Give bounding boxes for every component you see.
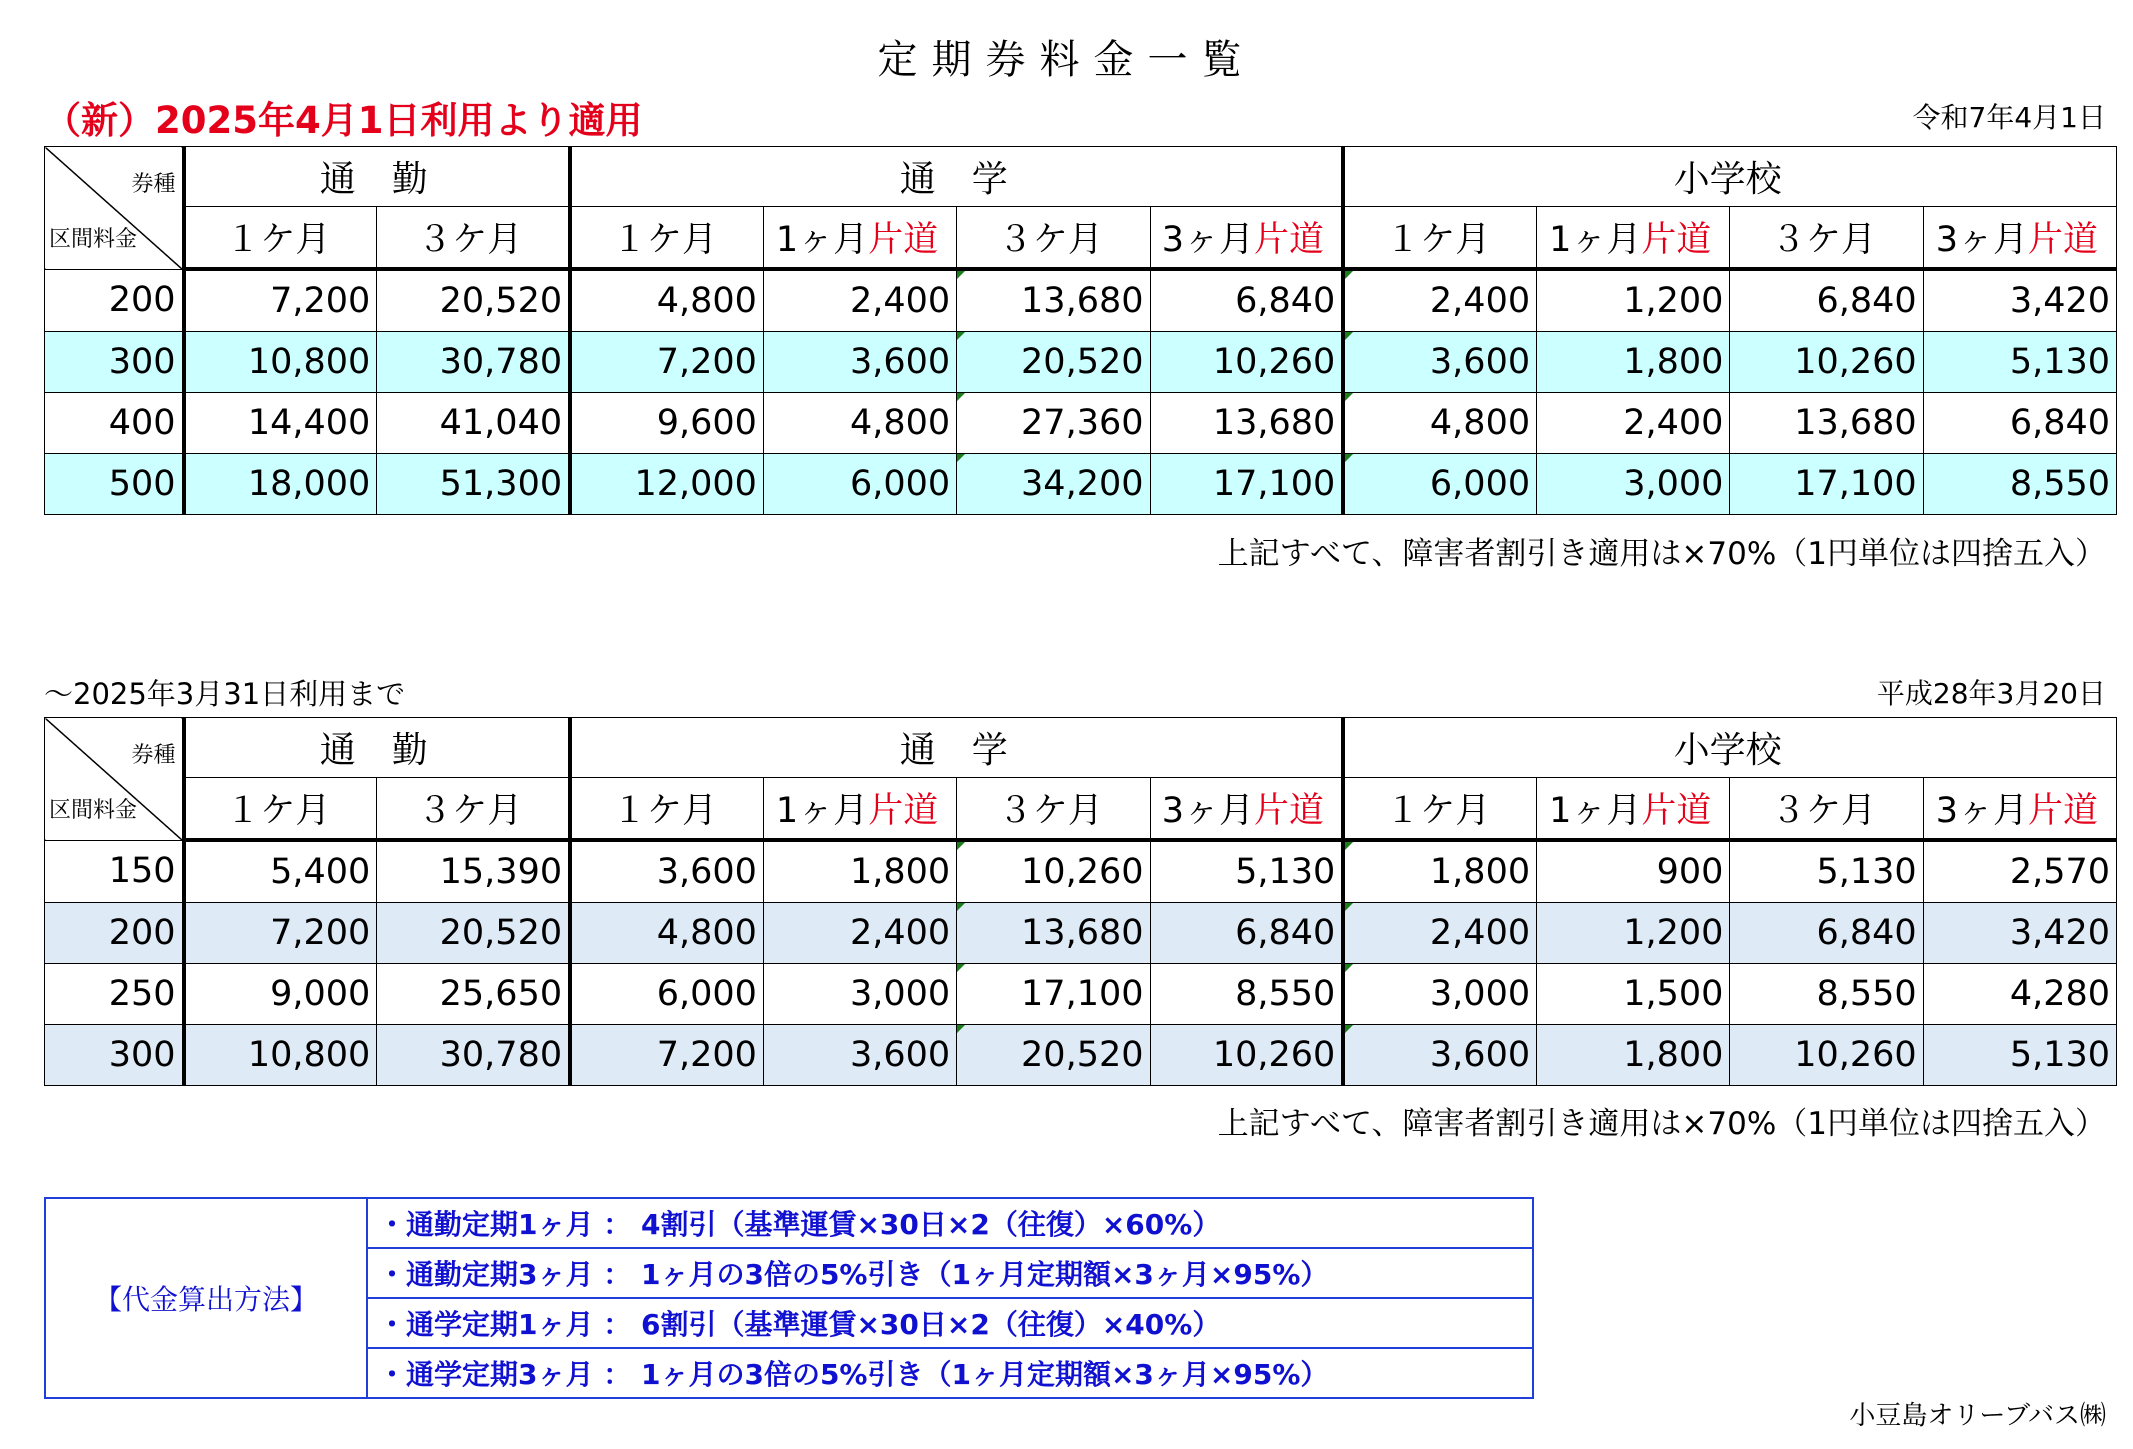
fare-cell: 14,400 [184, 393, 377, 454]
table-row [45, 903, 2117, 964]
fare-cell: 13,680 [1150, 393, 1343, 454]
period-header: 1ヶ月片道 [763, 207, 956, 270]
fare-cell: 6,840 [1730, 903, 1923, 964]
period-header: 1ヶ月片道 [1537, 778, 1730, 841]
fare-cell: 18,000 [184, 454, 377, 515]
fare-cell: 41,040 [377, 393, 570, 454]
fare-cell: 6,000 [570, 964, 763, 1025]
fare-cell: 2,400 [1343, 269, 1536, 332]
fare-cell: 13,680 [1730, 393, 1923, 454]
fare-cell: 20,520 [377, 903, 570, 964]
fare-cell: 20,520 [377, 269, 570, 332]
calc-line: ・通勤定期1ヶ月 ： 4割引（基準運賃×30日×2（往復）×60%） [367, 1198, 1533, 1248]
section-fare-cell: 500 [45, 454, 184, 515]
ticket-type-label: 券種 [131, 743, 176, 768]
table-row [45, 454, 2117, 515]
fare-cell: 1,800 [1537, 1025, 1730, 1086]
group-header-row [45, 718, 2117, 778]
fare-cell: 6,840 [1730, 269, 1923, 332]
fare-cell: 7,200 [184, 903, 377, 964]
fare-cell: 2,400 [763, 903, 956, 964]
period-header: ３ケ月 [1730, 778, 1923, 841]
fare-cell: 30,780 [377, 332, 570, 393]
table-row [45, 840, 2117, 903]
fare-cell: 4,800 [570, 269, 763, 332]
section-fare-cell: 200 [45, 903, 184, 964]
period-header: １ケ月 [1343, 778, 1536, 841]
fare-cell: 13,680 [957, 903, 1150, 964]
section-fare-cell: 300 [45, 1025, 184, 1086]
fare-cell: 30,780 [377, 1025, 570, 1086]
group-school: 通 学 [570, 147, 1343, 207]
fare-cell: 6,000 [1343, 454, 1536, 515]
group-school: 通 学 [570, 718, 1343, 778]
new-fares-heading: （新）2025年4月1日利用より適用 [44, 99, 643, 142]
period-header: １ケ月 [570, 207, 763, 270]
calc-line: ・通学定期1ヶ月 ： 6割引（基準運賃×30日×2（往復）×40%） [367, 1298, 1533, 1348]
fare-cell: 17,100 [957, 964, 1150, 1025]
calculation-method-table [44, 1197, 1534, 1399]
fare-cell: 10,260 [957, 840, 1150, 903]
fare-cell: 3,600 [763, 1025, 956, 1086]
group-commute: 通 勤 [184, 718, 571, 778]
fare-cell: 5,130 [1923, 332, 2116, 393]
fare-cell: 3,600 [1343, 332, 1536, 393]
fare-cell: 34,200 [957, 454, 1150, 515]
section-fare-label: 区間料金 [49, 797, 138, 823]
period-header: ３ケ月 [957, 778, 1150, 841]
fare-cell: 7,200 [570, 332, 763, 393]
old-fares-heading: ～2025年3月31日利用まで [44, 677, 406, 711]
fare-cell: 51,300 [377, 454, 570, 515]
company-name: 小豆島オリーブバス㈱ [1849, 1401, 2106, 1431]
ticket-type-label: 券種 [131, 172, 176, 197]
fare-cell: 8,550 [1923, 454, 2116, 515]
fare-cell: 1,200 [1537, 903, 1730, 964]
fare-cell: 13,680 [957, 269, 1150, 332]
fare-cell: 10,260 [1150, 1025, 1343, 1086]
new-fares-date: 令和7年4月1日 [1912, 101, 2106, 134]
old-fare-table [44, 717, 2117, 1086]
section-fare-cell: 250 [45, 964, 184, 1025]
fare-cell: 5,130 [1730, 840, 1923, 903]
corner-cell [45, 147, 184, 270]
table-row [45, 1025, 2117, 1086]
group-header-row [45, 147, 2117, 207]
section-fare-cell: 300 [45, 332, 184, 393]
group-elementary: 小学校 [1343, 147, 2116, 207]
new-discount-note: 上記すべて、障害者割引き適用は×70%（1円単位は四捨五入） [1217, 536, 2106, 572]
period-header: 3ヶ月片道 [1150, 778, 1343, 841]
period-header: 3ヶ月片道 [1923, 778, 2116, 841]
fare-cell: 8,550 [1150, 964, 1343, 1025]
table-row [45, 332, 2117, 393]
calculation-method-label: 【代金算出方法】 [45, 1198, 367, 1398]
old-discount-note: 上記すべて、障害者割引き適用は×70%（1円単位は四捨五入） [1217, 1106, 2106, 1142]
fare-cell: 6,000 [763, 454, 956, 515]
fare-cell: 20,520 [957, 332, 1150, 393]
fare-cell: 3,420 [1923, 903, 2116, 964]
calc-line: ・通学定期3ヶ月 ： 1ヶ月の3倍の5%引き（1ヶ月定期額×3ヶ月×95%） [367, 1348, 1533, 1398]
fare-cell: 2,570 [1923, 840, 2116, 903]
fare-cell: 10,260 [1150, 332, 1343, 393]
fare-cell: 1,500 [1537, 964, 1730, 1025]
period-header: １ケ月 [184, 207, 377, 270]
fare-cell: 900 [1537, 840, 1730, 903]
fare-cell: 6,840 [1150, 903, 1343, 964]
fare-cell: 10,260 [1730, 332, 1923, 393]
group-commute: 通 勤 [184, 147, 571, 207]
old-fares-date: 平成28年3月20日 [1876, 677, 2106, 710]
fare-cell: 20,520 [957, 1025, 1150, 1086]
period-header-row [45, 778, 2117, 841]
fare-cell: 27,360 [957, 393, 1150, 454]
fare-cell: 2,400 [1343, 903, 1536, 964]
fare-cell: 2,400 [1537, 393, 1730, 454]
fare-cell: 17,100 [1730, 454, 1923, 515]
fare-cell: 6,840 [1923, 393, 2116, 454]
fare-cell: 7,200 [570, 1025, 763, 1086]
fare-cell: 2,400 [763, 269, 956, 332]
period-header: ３ケ月 [377, 778, 570, 841]
fare-cell: 1,800 [1343, 840, 1536, 903]
section-fare-cell: 150 [45, 840, 184, 903]
fare-cell: 3,000 [763, 964, 956, 1025]
fare-cell: 9,000 [184, 964, 377, 1025]
fare-cell: 5,130 [1150, 840, 1343, 903]
table-row [45, 269, 2117, 332]
fare-cell: 10,800 [184, 1025, 377, 1086]
fare-cell: 12,000 [570, 454, 763, 515]
period-header: ３ケ月 [1730, 207, 1923, 270]
fare-cell: 4,800 [1343, 393, 1536, 454]
fare-cell: 6,840 [1150, 269, 1343, 332]
calc-line: ・通勤定期3ヶ月 ： 1ヶ月の3倍の5%引き（1ヶ月定期額×3ヶ月×95%） [367, 1248, 1533, 1298]
table-row [45, 964, 2117, 1025]
fare-cell: 17,100 [1150, 454, 1343, 515]
section-fare-cell: 200 [45, 269, 184, 332]
fare-cell: 10,260 [1730, 1025, 1923, 1086]
fare-cell: 5,130 [1923, 1025, 2116, 1086]
fare-cell: 25,650 [377, 964, 570, 1025]
fare-cell: 3,000 [1343, 964, 1536, 1025]
fare-cell: 4,800 [570, 903, 763, 964]
fare-cell: 9,600 [570, 393, 763, 454]
section-fare-label: 区間料金 [49, 226, 138, 252]
corner-cell [45, 718, 184, 841]
period-header: ３ケ月 [957, 207, 1150, 270]
period-header: 1ヶ月片道 [763, 778, 956, 841]
fare-cell: 4,800 [763, 393, 956, 454]
fare-cell: 3,000 [1537, 454, 1730, 515]
fare-cell: 7,200 [184, 269, 377, 332]
fare-cell: 15,390 [377, 840, 570, 903]
fare-cell: 3,600 [1343, 1025, 1536, 1086]
table-row [45, 393, 2117, 454]
new-fare-table [44, 146, 2117, 515]
fare-cell: 3,420 [1923, 269, 2116, 332]
fare-cell: 1,800 [763, 840, 956, 903]
section-fare-cell: 400 [45, 393, 184, 454]
fare-cell: 4,280 [1923, 964, 2116, 1025]
period-header: １ケ月 [1343, 207, 1536, 270]
period-header: １ケ月 [570, 778, 763, 841]
period-header: 3ヶ月片道 [1150, 207, 1343, 270]
group-elementary: 小学校 [1343, 718, 2116, 778]
fare-cell: 3,600 [570, 840, 763, 903]
fare-cell: 5,400 [184, 840, 377, 903]
fare-cell: 1,200 [1537, 269, 1730, 332]
fare-cell: 8,550 [1730, 964, 1923, 1025]
fare-cell: 10,800 [184, 332, 377, 393]
period-header-row [45, 207, 2117, 270]
page-title: 定期券料金一覧 [877, 37, 1256, 83]
period-header: １ケ月 [184, 778, 377, 841]
fare-cell: 3,600 [763, 332, 956, 393]
period-header: 1ヶ月片道 [1537, 207, 1730, 270]
period-header: ３ケ月 [377, 207, 570, 270]
period-header: 3ヶ月片道 [1923, 207, 2116, 270]
fare-cell: 1,800 [1537, 332, 1730, 393]
